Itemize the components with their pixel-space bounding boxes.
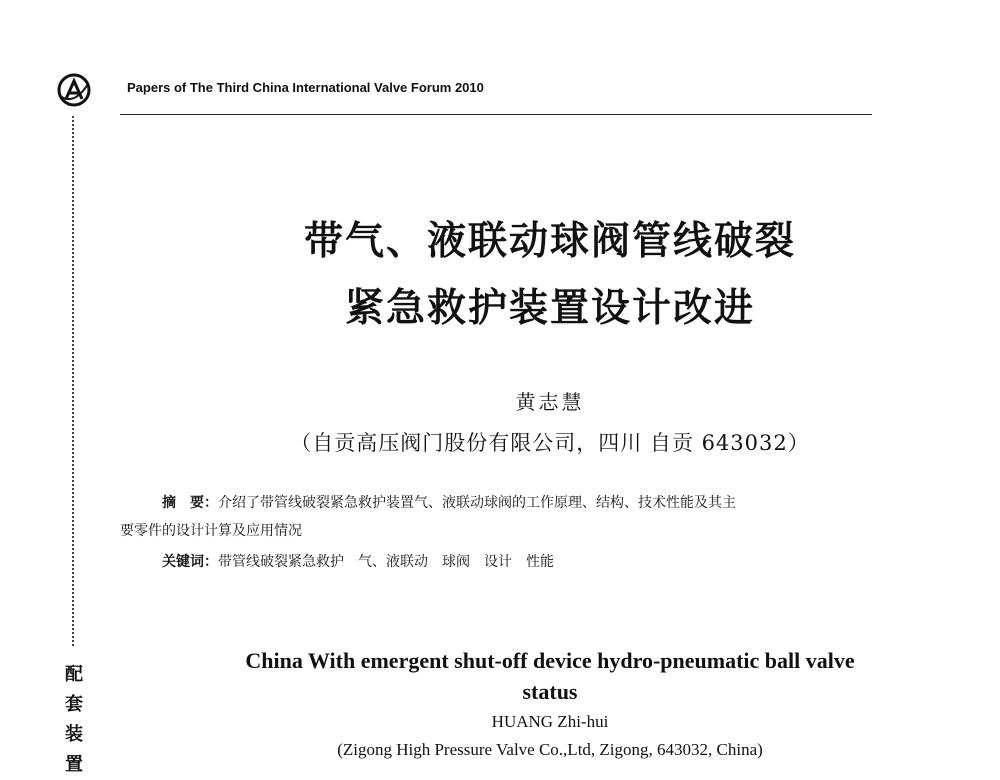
english-title-line-1: China With emergent shut-off device hydro-pneumatic ball valve bbox=[245, 648, 855, 673]
keyword-item: 带管线破裂紧急救护 bbox=[218, 554, 344, 570]
author-name: 黄志慧 bbox=[515, 390, 585, 414]
abstract-label: 摘 要： bbox=[162, 495, 218, 511]
keyword-item: 球阀 bbox=[442, 554, 470, 570]
keyword-item: 气、液联动 bbox=[358, 554, 428, 570]
side-section-label bbox=[62, 660, 86, 780]
forum-logo-icon bbox=[56, 72, 92, 108]
abstract-text-1: 介绍了带管线破裂紧急救护装置气、液联动球阀的工作原理、结构、技术性能及其主 bbox=[218, 495, 736, 511]
abstract-line-1 bbox=[120, 489, 880, 517]
side-char: 套 bbox=[65, 694, 83, 715]
running-header: Papers of The Third China International Valve Forum 2010 bbox=[127, 80, 484, 95]
margin-dotted-line bbox=[72, 116, 74, 646]
side-char: 配 bbox=[65, 664, 83, 685]
abstract bbox=[120, 489, 880, 545]
english-title-line-2: status bbox=[522, 679, 578, 704]
side-char: 置 bbox=[65, 754, 83, 775]
keyword-item: 设计 bbox=[484, 554, 512, 570]
keyword-item: 性能 bbox=[526, 554, 554, 570]
author-affiliation: （自贡高压阀门股份有限公司，四川 自贡 643032） bbox=[290, 431, 810, 455]
keywords bbox=[162, 551, 568, 571]
side-char: 装 bbox=[65, 724, 83, 745]
english-affiliation: (Zigong High Pressure Valve Co.,Ltd, Zigong, 643032, China) bbox=[337, 740, 763, 759]
abstract-line-2: 要零件的设计计算及应用情况 bbox=[120, 523, 302, 539]
keywords-label: 关键词： bbox=[162, 554, 218, 570]
english-author: HUANG Zhi-hui bbox=[491, 712, 609, 731]
header-divider bbox=[120, 114, 872, 115]
paper-title-line-2: 紧急救护装置设计改进 bbox=[344, 285, 755, 331]
paper-title-line-1: 带气、液联动球阀管线破裂 bbox=[303, 218, 796, 264]
